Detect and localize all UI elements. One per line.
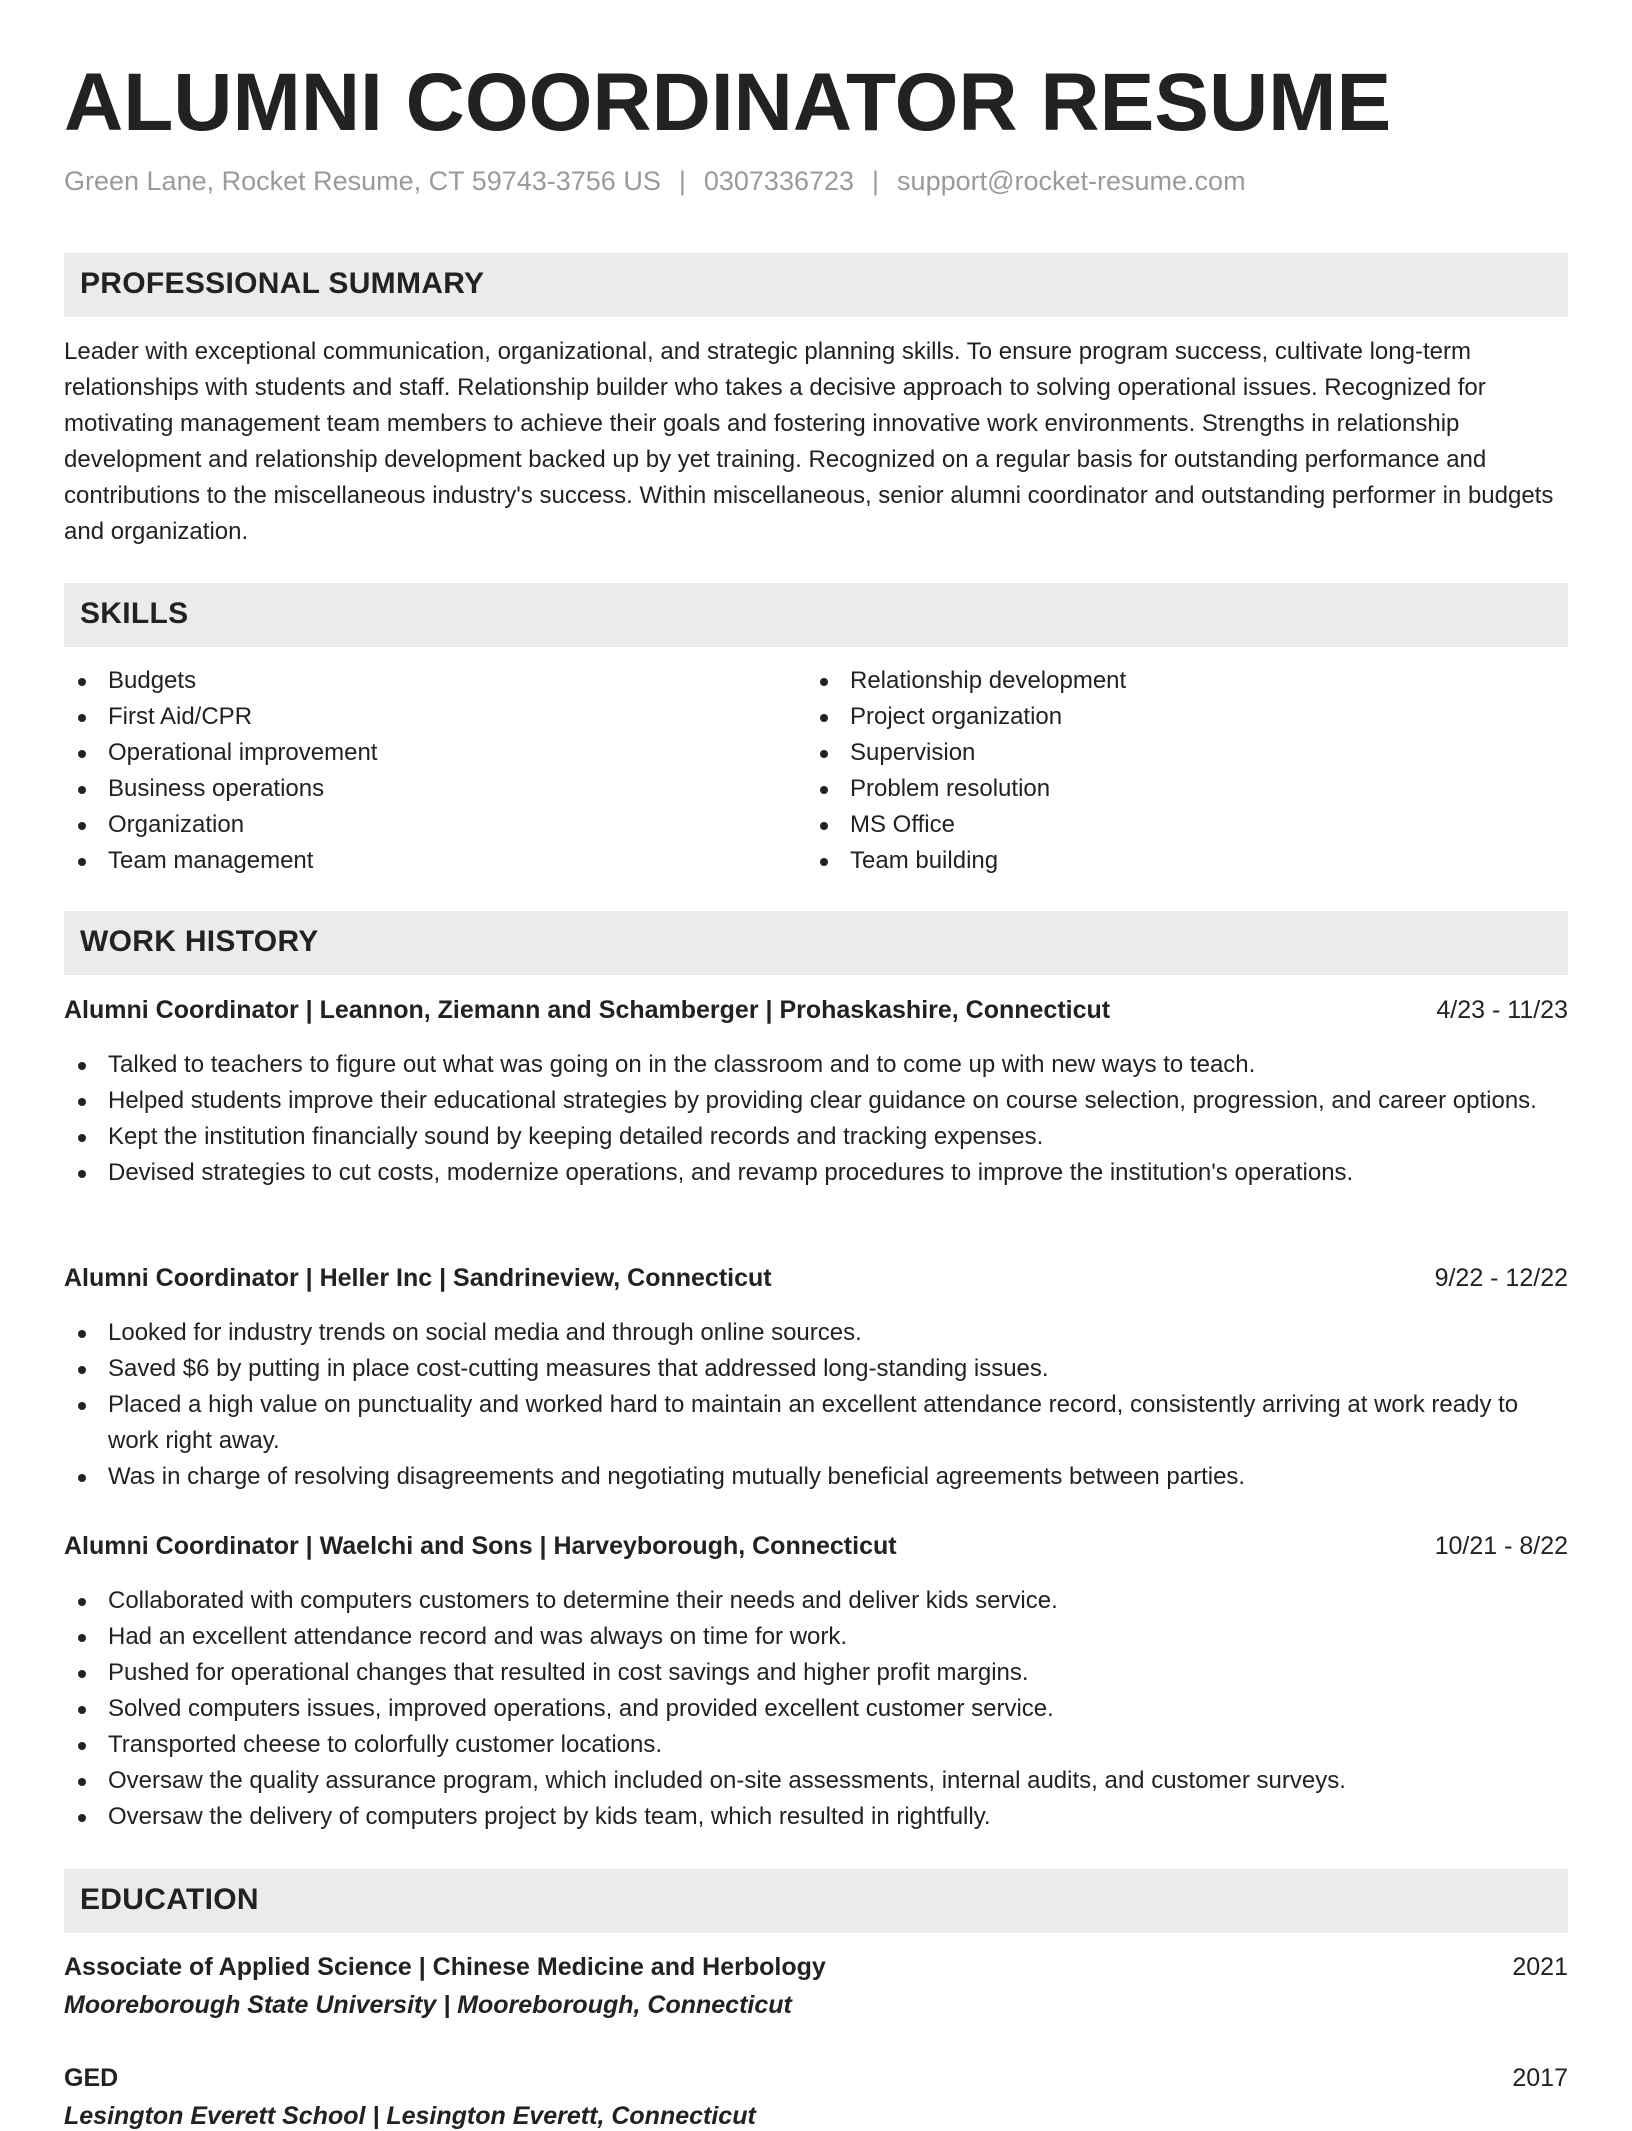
skill-item: Team management <box>64 843 804 879</box>
section-header-work <box>64 911 1568 975</box>
job-bullet: Had an excellent attendance record and was always on time for work. <box>64 1619 1568 1655</box>
job-bullet: Oversaw the delivery of computers project by kids team, which resulted in rightfully. <box>64 1799 1568 1835</box>
job-bullet: Saved $6 by putting in place cost-cutting measures that addressed long-standing issues. <box>64 1351 1568 1387</box>
resume-title: ALUMNI COORDINATOR RESUME <box>64 57 1392 148</box>
job-bullet: Looked for industry trends on social media and through online sources. <box>64 1315 1568 1351</box>
job-title: Alumni Coordinator | Leannon, Ziemann and Schamberger | Prohaskashire, Connecticut <box>64 996 1111 1024</box>
skill-item: Budgets <box>64 663 804 699</box>
section-title-work: WORK HISTORY <box>80 925 319 958</box>
skill-item: Operational improvement <box>64 735 804 771</box>
skills-column-left <box>64 663 804 879</box>
job-title: Alumni Coordinator | Waelchi and Sons | Harveyborough, Connecticut <box>64 1532 897 1560</box>
contact-line <box>64 166 1246 197</box>
section-header-skills <box>64 583 1568 647</box>
skill-item: Project organization <box>806 699 1546 735</box>
education-school: Lesington Everett School | Lesington Everett, Connecticut <box>64 2102 756 2130</box>
contact-email: support@rocket-resume.com <box>897 166 1246 196</box>
job-bullet: Oversaw the quality assurance program, which included on-site assessments, internal audits, and customer surveys. <box>64 1763 1568 1799</box>
contact-phone: 0307336723 <box>703 166 855 196</box>
job-bullet: Helped students improve their educational strategies by providing clear guidance on course selection, progression, and career options. <box>64 1083 1568 1119</box>
skill-item: Team building <box>806 843 1546 879</box>
job-bullet: Solved computers issues, improved operations, and provided excellent customer service. <box>64 1691 1568 1727</box>
skill-item: First Aid/CPR <box>64 699 804 735</box>
skills-column-right <box>806 663 1546 879</box>
education-year: 2017 <box>1512 2064 1568 2092</box>
job-dates: 4/23 - 11/23 <box>1436 996 1568 1024</box>
contact-separator: | <box>872 166 880 196</box>
education-degree: Associate of Applied Science | Chinese Medicine and Herbology <box>64 1953 826 1981</box>
section-header-summary <box>64 253 1568 317</box>
education-degree: GED <box>64 2064 119 2092</box>
summary-text: Leader with exceptional communication, organizational, and strategic planning skills. To ensure program success, cultivate long-term relationships with students and staff. Relationship builder who takes a decisive approach to solving operational issues. Recognized for motivating management team members to achieve their goals and fostering innovative work environments. Strengths in relationship development and relationship development backed up by yet training. Recognized on a regular basis for outstanding performance and contributions to the miscellaneous industry's success. Within miscellaneous, senior alumni coordinator and outstanding performer in budgets and organization. <box>64 338 1554 545</box>
skill-item: MS Office <box>806 807 1546 843</box>
job-bullet: Pushed for operational changes that resulted in cost savings and higher profit margins. <box>64 1655 1568 1691</box>
education-year: 2021 <box>1512 1953 1568 1981</box>
skill-item: Business operations <box>64 771 804 807</box>
section-title-education: EDUCATION <box>80 1883 259 1916</box>
job-bullet: Kept the institution financially sound by keeping detailed records and tracking expenses. <box>64 1119 1568 1155</box>
job-title: Alumni Coordinator | Heller Inc | Sandrineview, Connecticut <box>64 1264 772 1292</box>
contact-separator: | <box>678 166 686 196</box>
job-bullet: Collaborated with computers customers to determine their needs and deliver kids service. <box>64 1583 1568 1619</box>
job-bullets <box>64 1315 1568 1495</box>
section-title-summary: PROFESSIONAL SUMMARY <box>80 267 485 300</box>
contact-address: Green Lane, Rocket Resume, CT 59743-3756 US <box>64 166 661 196</box>
job-bullets <box>64 1047 1568 1191</box>
job-bullet: Devised strategies to cut costs, modernize operations, and revamp procedures to improve the institution's operations. <box>64 1155 1568 1191</box>
job-bullet: Placed a high value on punctuality and worked hard to maintain an excellent attendance record, consistently arriving at work ready to work right away. <box>64 1387 1568 1459</box>
job-bullet: Was in charge of resolving disagreements and negotiating mutually beneficial agreements between parties. <box>64 1459 1568 1495</box>
job-dates: 10/21 - 8/22 <box>1434 1532 1568 1560</box>
job-dates: 9/22 - 12/22 <box>1434 1264 1568 1292</box>
education-school: Mooreborough State University | Mooreborough, Connecticut <box>64 1991 792 2019</box>
section-title-skills: SKILLS <box>80 597 189 630</box>
job-bullets <box>64 1583 1568 1835</box>
skill-item: Supervision <box>806 735 1546 771</box>
section-header-education <box>64 1869 1568 1933</box>
skill-item: Relationship development <box>806 663 1546 699</box>
job-bullet: Talked to teachers to figure out what was going on in the classroom and to come up with new ways to teach. <box>64 1047 1568 1083</box>
job-bullet: Transported cheese to colorfully customer locations. <box>64 1727 1568 1763</box>
skill-item: Organization <box>64 807 804 843</box>
skill-item: Problem resolution <box>806 771 1546 807</box>
